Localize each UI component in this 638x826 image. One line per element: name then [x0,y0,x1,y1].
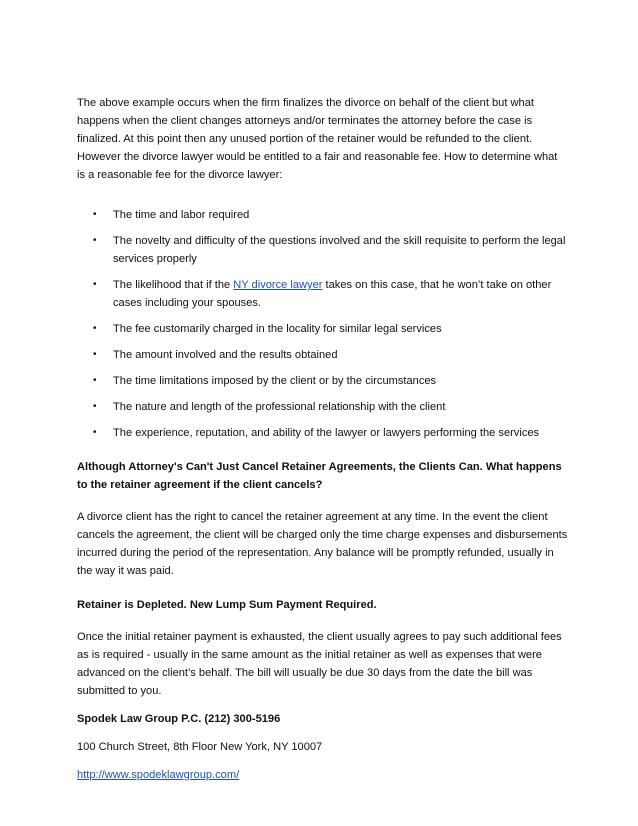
intro-paragraph: The above example occurs when the firm finalizes the divorce on behalf of the client but what happens when the client changes attorneys and/or terminates the attorney before the case is finalized. At this point then any unused portion of the retainer would be refunded to the client. However the divorce lawyer would be entitled to a fair and reasonable fee. How to determine what is a reasonable fee for the divorce lawyer: [77,97,558,181]
section-heading-retainer-depleted: Retainer is Depleted. New Lump Sum Payment Required. [77,599,377,611]
factor-text: The novelty and difficulty of the questions involved and the skill requisite to perform the legal services properly [113,235,566,265]
bullet-icon: • [93,323,97,334]
factor-text-after: takes on this case, that he won’t take on other cases including your spouses. [113,279,552,309]
list-item [77,372,568,390]
section-body-retainer-depleted: Once the initial retainer payment is exhausted, the client usually agrees to pay such additional fees as is required - usually in the same amount as the initial retainer as well as expenses that were advanced on the client’s behalf. The bill will usually be due 30 days from the date the bill was submitted to you. [77,631,562,697]
factor-text-before: The likelihood that if the [113,279,234,291]
factor-text: The amount involved and the results obtained [113,349,338,361]
section-heading-client-cancels: Although Attorney's Can't Just Cancel Retainer Agreements, the Clients Can. What happens to the retainer agreement if the client cancels? [77,461,562,491]
factor-text: The fee customarily charged in the locality for similar legal services [113,323,442,335]
list-item [77,398,568,416]
firm-address: 100 Church Street, 8th Floor New York, NY 10007 [77,741,323,753]
bullet-icon: • [93,401,97,412]
list-item [77,424,568,442]
list-item [77,206,568,224]
firm-name-phone: Spodek Law Group P.C. (212) 300-5196 [77,713,281,725]
bullet-icon: • [93,375,97,386]
factor-text: The nature and length of the professional relationship with the client [113,401,446,413]
bullet-icon: • [93,279,97,290]
factor-text: The time and labor required [113,209,250,221]
list-item [77,346,568,364]
bullet-icon: • [93,349,97,360]
list-item [77,320,568,338]
list-item [77,276,568,312]
bullet-icon: • [93,427,97,438]
fee-factors-list [77,206,568,442]
factor-text: The experience, reputation, and ability of the lawyer or lawyers performing the services [113,427,540,439]
factor-text: The time limitations imposed by the client or by the circumstances [113,375,437,387]
list-item [77,232,568,268]
bullet-icon: • [93,209,97,220]
firm-website-link[interactable]: http://www.spodeklawgroup.com/ [77,769,240,781]
section-body-client-cancels: A divorce client has the right to cancel the retainer agreement at any time. In the event the client cancels the agreement, the client will be charged only the time charge expenses and disbursements incurred during the period of the representation. Any balance will be promptly refunded, usually in the way it was paid. [77,511,568,577]
ny-divorce-lawyer-link[interactable]: NY divorce lawyer [233,279,323,291]
bullet-icon: • [93,235,97,246]
